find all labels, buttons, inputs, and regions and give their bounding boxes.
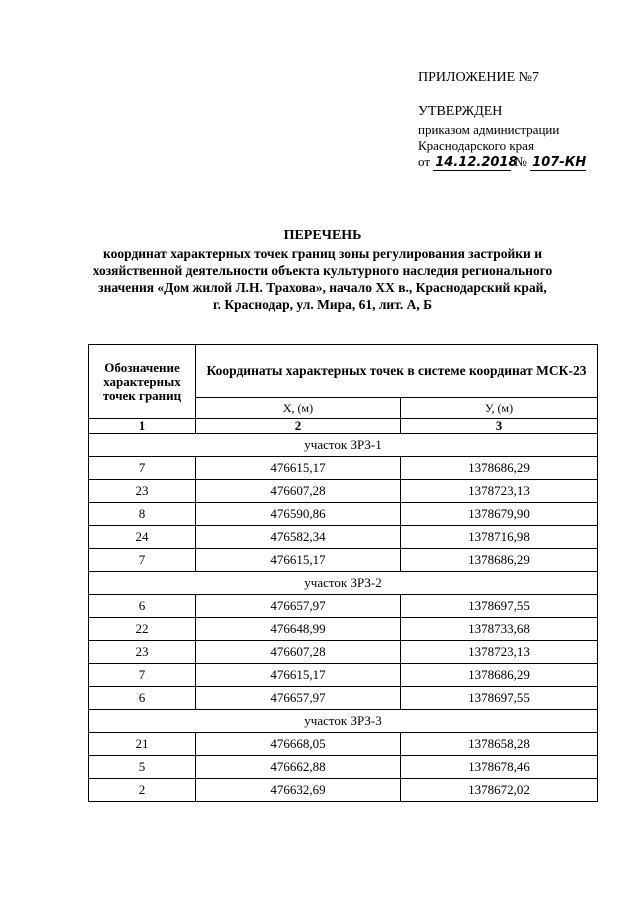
table-body [89,434,598,802]
appendix-label: ПРИЛОЖЕНИЕ №7 [418,70,539,85]
y-coordinate-cell: 1378723,13 [401,641,598,664]
x-coordinate-cell: 476632,69 [196,779,401,802]
order-date: 14.12.2018 [435,155,518,170]
point-cell: 24 [89,526,196,549]
point-cell: 7 [89,549,196,572]
table-row [89,595,598,618]
table-row [89,756,598,779]
point-cell: 21 [89,733,196,756]
approved-label: УТВЕРЖДЕН [418,104,503,119]
header-y: У, (м) [401,398,598,419]
point-cell: 6 [89,687,196,710]
x-coordinate-cell: 476648,99 [196,618,401,641]
x-coordinate-cell: 476615,17 [196,549,401,572]
x-coordinate-cell: 476582,34 [196,526,401,549]
point-cell: 7 [89,457,196,480]
point-cell: 5 [89,756,196,779]
point-cell: 23 [89,641,196,664]
section-row [89,710,598,733]
table-row [89,687,598,710]
x-coordinate-cell: 476615,17 [196,664,401,687]
header-coordinate-system: Координаты характерных точек в системе координат МСК-23 [196,345,598,398]
x-coordinate-cell: 476657,97 [196,687,401,710]
title-heading: ПЕРЕЧЕНЬ [283,228,362,243]
approval-line-1: приказом администрации [418,122,560,137]
y-coordinate-cell: 1378686,29 [401,457,598,480]
approval-line-2: Краснодарского края [418,138,534,153]
order-line [418,154,628,171]
y-coordinate-cell: 1378658,28 [401,733,598,756]
order-number: 107-КН [532,155,587,170]
table-row [89,549,598,572]
x-coordinate-cell: 476657,97 [196,595,401,618]
y-coordinate-cell: 1378723,13 [401,480,598,503]
title-line-4: г. Краснодар, ул. Мира, 61, лит. А, Б [212,297,433,312]
table-row [89,457,598,480]
x-coordinate-cell: 476662,88 [196,756,401,779]
y-coordinate-cell: 1378697,55 [401,687,598,710]
table-row [89,480,598,503]
table-row [89,503,598,526]
y-coordinate-cell: 1378686,29 [401,549,598,572]
section-title: участок ЗРЗ-3 [89,710,598,733]
table-row [89,779,598,802]
table-row [89,526,598,549]
section-title: участок ЗРЗ-1 [89,434,598,457]
y-coordinate-cell: 1378716,98 [401,526,598,549]
date-prefix: от [418,154,431,169]
x-coordinate-cell: 476668,05 [196,733,401,756]
x-coordinate-cell: 476615,17 [196,457,401,480]
title-line-1: координат характерных точек границ зоны регулирования застройки и [103,246,542,261]
document-title [80,227,565,313]
y-coordinate-cell: 1378697,55 [401,595,598,618]
column-number-3: 3 [401,419,598,434]
point-cell: 8 [89,503,196,526]
header-point-designation: Обозначение характерных точек границ [89,345,196,419]
y-coordinate-cell: 1378686,29 [401,664,598,687]
column-number-2: 2 [196,419,401,434]
header-x: X, (м) [196,398,401,419]
approval-block [418,70,628,171]
title-line-2: хозяйственной деятельности объекта культурного наследия регионального [92,263,553,278]
y-coordinate-cell: 1378672,02 [401,779,598,802]
table-row [89,641,598,664]
x-coordinate-cell: 476590,86 [196,503,401,526]
title-line-3: значения «Дом жилой Л.Н. Трахова», начало XX в., Краснодарский край, [98,280,547,295]
point-cell: 2 [89,779,196,802]
y-coordinate-cell: 1378679,90 [401,503,598,526]
number-prefix: № [514,154,527,169]
x-coordinate-cell: 476607,28 [196,641,401,664]
table-row [89,664,598,687]
table-row [89,618,598,641]
y-coordinate-cell: 1378733,68 [401,618,598,641]
point-cell: 22 [89,618,196,641]
section-row [89,572,598,595]
coordinates-table [88,344,598,802]
section-title: участок ЗРЗ-2 [89,572,598,595]
y-coordinate-cell: 1378678,46 [401,756,598,779]
point-cell: 6 [89,595,196,618]
table-row [89,733,598,756]
point-cell: 7 [89,664,196,687]
point-cell: 23 [89,480,196,503]
section-row [89,434,598,457]
column-number-1: 1 [89,419,196,434]
x-coordinate-cell: 476607,28 [196,480,401,503]
